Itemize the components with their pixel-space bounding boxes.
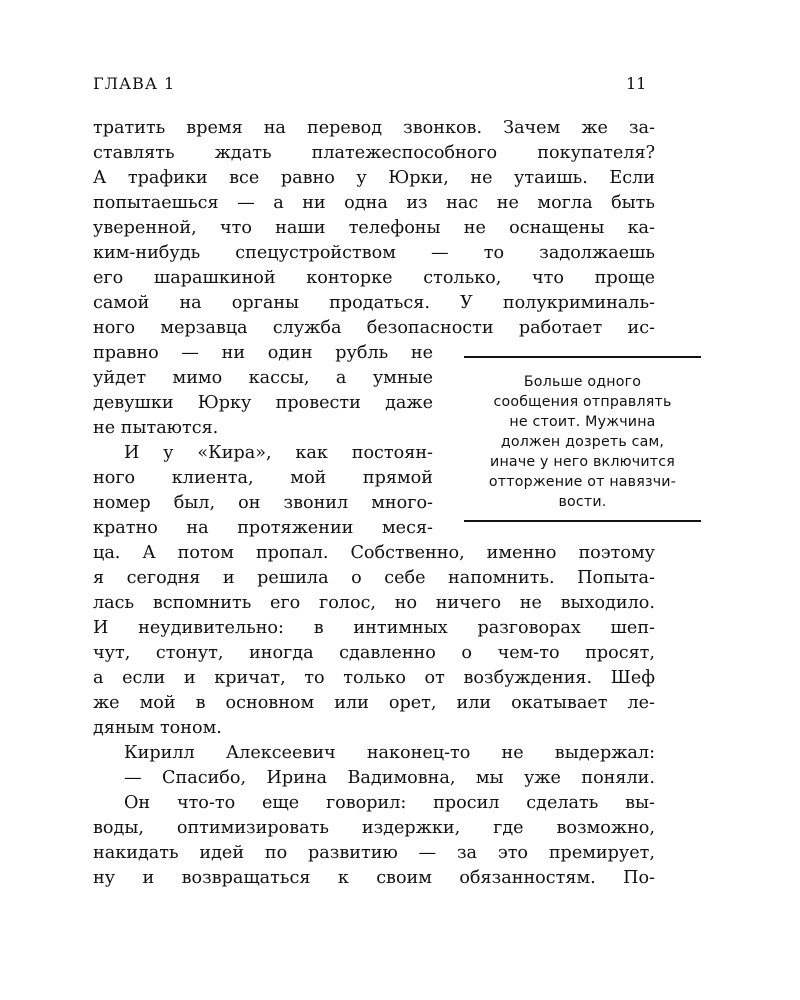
text-line: ну и возвращаться к своим обязанностям. По- <box>93 868 655 888</box>
text-line: И у «Кира», как постоян- <box>124 443 433 463</box>
text-line: Он что-то еще говорил: просил сделать вы- <box>124 793 655 813</box>
text-line: кратно на протяжении меся- <box>93 518 433 538</box>
text-line: правно — ни один рубль не <box>93 343 433 363</box>
text-line: ного мерзавца служба безопасности работает ис- <box>93 318 655 338</box>
pull-quote <box>464 356 701 522</box>
text-line: А трафики все равно у Юрки, не утаишь. Если <box>93 168 655 188</box>
text-line: я сегодня и решила о себе напомнить. Попыта- <box>93 568 655 588</box>
text-line: уйдет мимо кассы, а умные <box>93 368 433 388</box>
text-line: тратить время на перевод звонков. Зачем же за- <box>93 118 655 138</box>
pull-quote-line: отторжение от навязчи- <box>488 474 677 490</box>
page-number: 11 <box>626 74 647 93</box>
text-line: дяным тоном. <box>93 718 222 738</box>
text-line: И неудивительно: в интимных разговорах шеп- <box>93 618 655 638</box>
pull-quote-line: вости. <box>558 494 607 510</box>
text-line: же мой в основном или орет, или окатывает ле- <box>93 693 655 713</box>
text-line: лась вспомнить его голос, но ничего не выходило. <box>93 593 655 613</box>
text-line: а если и кричат, то только от возбуждения. Шеф <box>93 668 655 688</box>
text-line: Кирилл Алексеевич наконец-то не выдержал: <box>124 743 655 763</box>
text-line: не пытаются. <box>93 418 219 438</box>
pull-quote-line: должен дозреть сам, <box>500 434 665 450</box>
text-line: девушки Юрку провести даже <box>93 393 433 413</box>
chapter-heading: ГЛАВА 1 <box>93 74 176 93</box>
text-line: накидать идей по развитию — за это премирует, <box>93 843 655 863</box>
text-line: воды, оптимизировать издержки, где возможно, <box>93 818 655 838</box>
pull-quote-line: Больше одного <box>523 374 642 390</box>
text-line: — Спасибо, Ирина Вадимовна, мы уже поняли. <box>124 768 655 788</box>
pull-quote-line: иначе у него включится <box>490 454 675 470</box>
text-line: уверенной, что наши телефоны не оснащены ка- <box>93 218 655 238</box>
text-line: ким-нибудь спецустройством — то задолжаешь <box>93 243 655 263</box>
text-line: чут, стонут, иногда сдавленно о чем-то просят, <box>93 643 655 663</box>
text-line: номер был, он звонил много- <box>93 493 433 513</box>
text-line: его шарашкиной конторке столько, что проще <box>93 268 655 288</box>
text-line: ца. А потом пропал. Собственно, именно поэтому <box>93 543 655 563</box>
text-line: попытаешься — а ни одна из нас не могла быть <box>93 193 655 213</box>
pull-quote-line: не стоит. Мужчина <box>509 414 656 430</box>
text-line: ного клиента, мой прямой <box>93 468 433 488</box>
text-line: ставлять ждать платежеспособного покупателя? <box>93 143 655 163</box>
text-line: самой на органы продаться. У полукриминаль- <box>93 293 655 313</box>
pull-quote-line: сообщения отправлять <box>493 394 672 410</box>
